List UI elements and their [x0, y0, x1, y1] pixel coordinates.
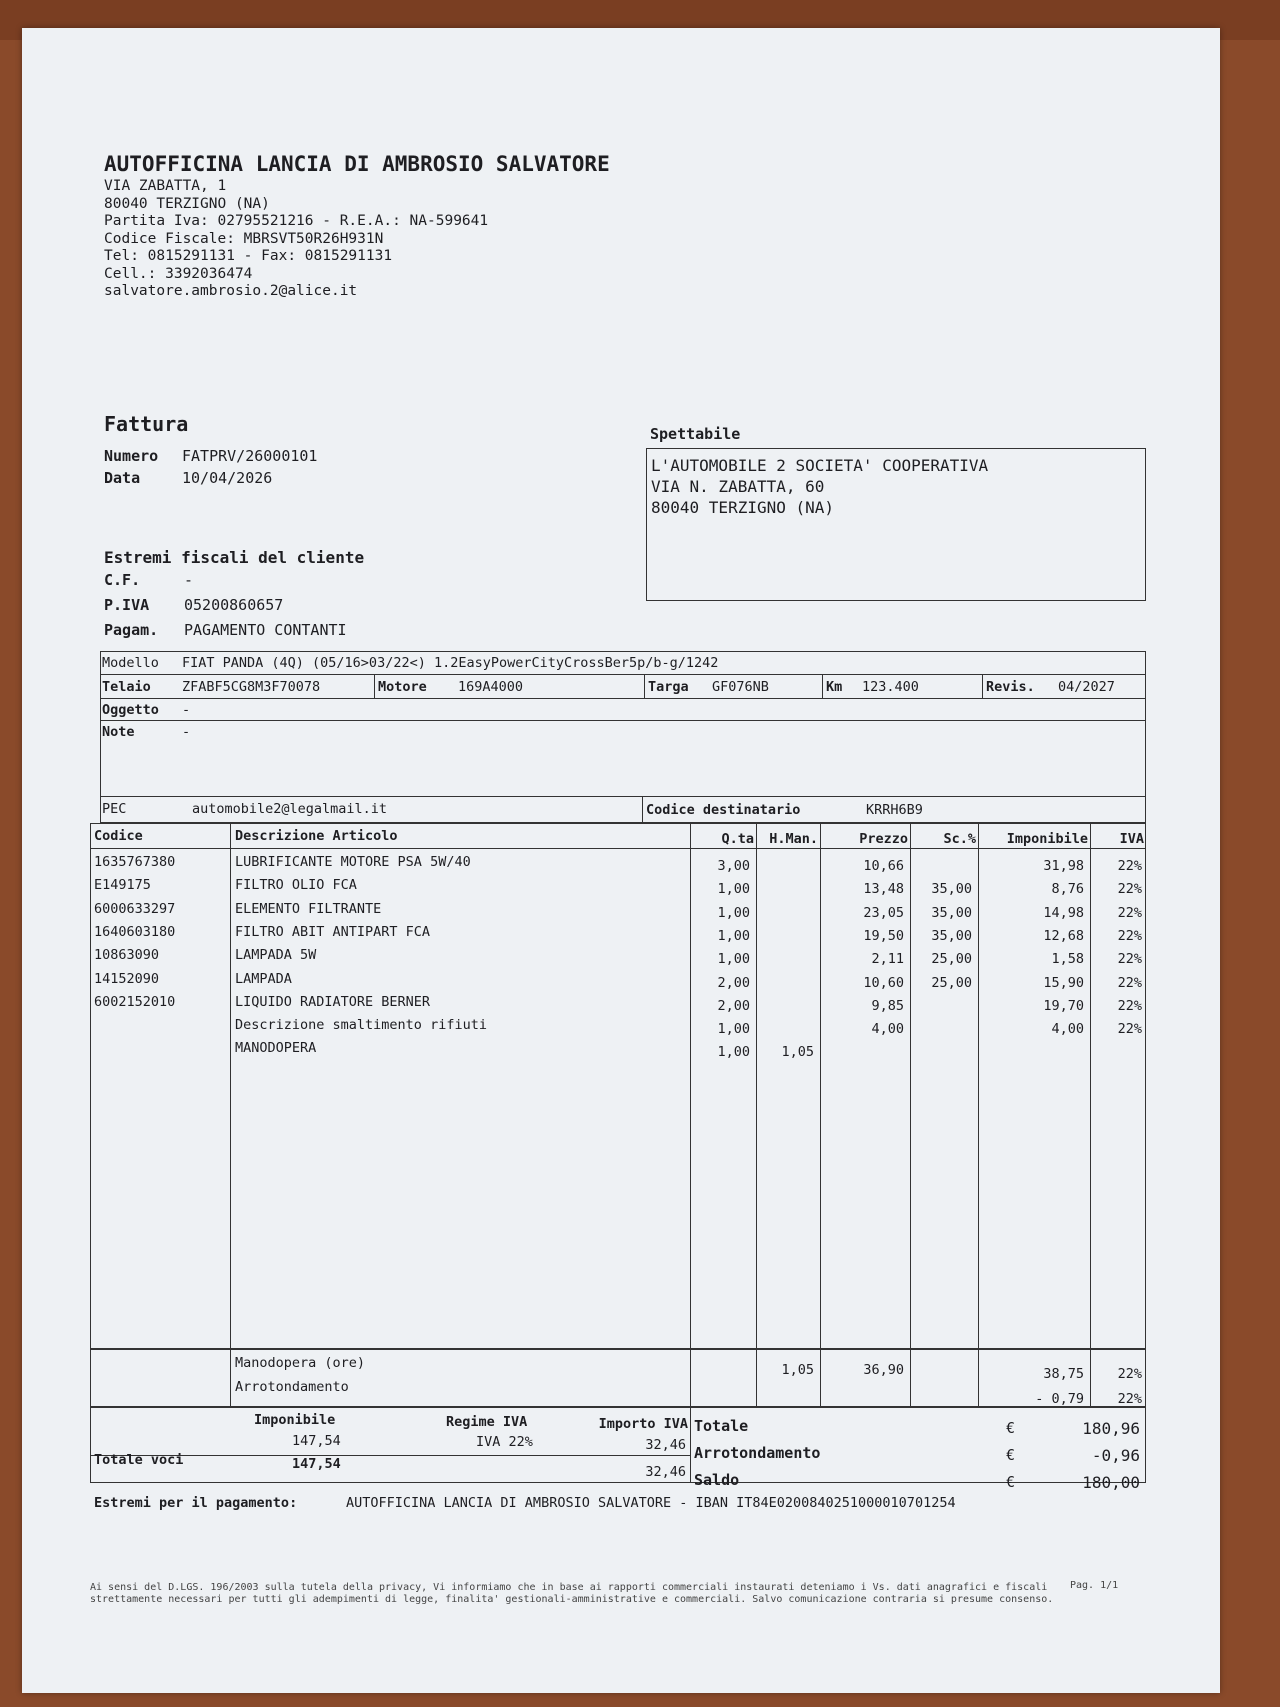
cell-codice: 14152090 — [94, 970, 160, 987]
cell-iva: 22% — [1117, 1021, 1142, 1038]
cell-qta: 1,00 — [717, 1044, 750, 1061]
cell-descrizione: LUBRIFICANTE MOTORE PSA 5W/40 — [235, 854, 471, 870]
col-header-discount: Sc.% — [943, 831, 976, 847]
engine-label: Motore — [378, 679, 427, 695]
rounding-label: Arrotondamento — [235, 1379, 349, 1395]
total-vat: 32,46 — [645, 1464, 686, 1480]
invoice-date-label: Data — [104, 469, 141, 487]
invoice-number-label: Numero — [104, 447, 159, 465]
payment-details-label: Estremi per il pagamento: — [94, 1495, 298, 1511]
cell-descrizione: LIQUIDO RADIATORE BERNER — [235, 993, 431, 1010]
subject-label: Oggetto — [102, 702, 159, 718]
cell-prezzo: 10,66 — [863, 858, 904, 874]
plate-label: Targa — [648, 679, 689, 695]
company-name: AUTOFFICINA LANCIA DI AMBROSIO SALVATORE — [104, 152, 610, 176]
cf-label: C.F. — [104, 571, 141, 589]
chassis-label: Telaio — [102, 679, 151, 695]
cell-prezzo: 4,00 — [871, 1021, 904, 1038]
cell-prezzo: 19,50 — [863, 927, 904, 944]
fiscal-details — [104, 568, 347, 643]
vehicle-block — [100, 651, 1146, 823]
model-label: Modello — [102, 655, 159, 671]
cell-sc: 25,00 — [931, 951, 972, 968]
engine-value: 169A4000 — [458, 679, 524, 695]
vat-amount-label: Importo IVA — [598, 1416, 688, 1432]
cell-iva: 22% — [1117, 997, 1142, 1014]
cell-imponibile: 31,98 — [1043, 858, 1084, 874]
cell-prezzo: 9,85 — [871, 997, 904, 1014]
cell-descrizione: FILTRO OLIO FCA — [235, 877, 357, 894]
grand-total-label: Totale — [694, 1417, 749, 1435]
cell-qta: 1,00 — [717, 881, 750, 898]
cell-descrizione: ELEMENTO FILTRANTE — [235, 900, 382, 917]
cell-codice: 1640603180 — [94, 923, 176, 940]
piva-label: P.IVA — [104, 596, 150, 614]
balance-value: 180,00 — [1082, 1473, 1140, 1492]
col-header-price: Prezzo — [859, 831, 908, 847]
currency-symbol: € — [1006, 1446, 1016, 1464]
invoice-number: FATPRV/26000101 — [182, 447, 318, 465]
cell-iva: 22% — [1117, 951, 1142, 968]
cell-hman: 1,05 — [781, 1044, 814, 1061]
revision-value: 04/2027 — [1058, 679, 1115, 695]
col-header-description: Descrizione Articolo — [235, 828, 398, 844]
cell-iva: 22% — [1117, 927, 1142, 944]
currency-symbol: € — [1006, 1473, 1016, 1491]
recipient-name: L'AUTOMOBILE 2 SOCIETA' COOPERATIVA — [651, 456, 989, 475]
cell-iva: 22% — [1117, 858, 1142, 874]
recipient-city: 80040 TERZIGNO (NA) — [651, 498, 835, 517]
cell-qta: 1,00 — [717, 927, 750, 944]
pec-label: PEC — [102, 801, 127, 817]
cell-descrizione: LAMPADA — [235, 970, 292, 987]
total-items-label: Totale voci — [94, 1452, 184, 1468]
cell-iva: 22% — [1117, 904, 1142, 921]
cell-prezzo: 2,11 — [871, 951, 904, 968]
rounding-vat: 22% — [1117, 1391, 1142, 1407]
company-details — [104, 178, 488, 301]
total-taxable: 147,54 — [292, 1456, 341, 1472]
fiscal-heading: Estremi fiscali del cliente — [104, 548, 365, 567]
vat-regime-label: Regime IVA — [446, 1414, 528, 1430]
labor-hours: 1,05 — [781, 1362, 814, 1378]
cell-sc: 35,00 — [931, 881, 972, 898]
cell-codice: E149175 — [94, 877, 151, 894]
cell-imponibile: 19,70 — [1043, 997, 1084, 1014]
cell-qta: 1,00 — [717, 904, 750, 921]
km-value: 123.400 — [862, 679, 919, 695]
vat-amount-value: 32,46 — [645, 1437, 686, 1453]
rounding-taxable: - 0,79 — [1035, 1391, 1084, 1407]
company-phone: Tel: 0815291131 - Fax: 0815291131 — [104, 248, 393, 264]
chassis-value: ZFABF5CG8M3F70078 — [182, 679, 321, 695]
notes-value: - — [182, 724, 191, 740]
privacy-notice: Ai sensi del D.LGS. 196/2003 sulla tutela della privacy, Vi informiamo che in base ai rapporti commerciali instaurati deteniamo i Vs. dati anagrafici e fiscali strettamente necessari per tutti gli adempimenti di legge, finalita' gestionali-amministrative e commerciali. Salvo comunicazione contraria si presume consenso. — [90, 1582, 1054, 1605]
cell-prezzo: 13,48 — [863, 881, 904, 898]
recipient-code-label: Codice destinatario — [646, 802, 801, 818]
cell-codice: 1635767380 — [94, 854, 176, 870]
payment-method: PAGAMENTO CONTANTI — [184, 621, 347, 639]
grand-total-value: 180,96 — [1082, 1419, 1140, 1438]
cell-imponibile: 15,90 — [1043, 974, 1084, 991]
cf-value: - — [184, 571, 194, 589]
cell-codice: 6000633297 — [94, 900, 176, 917]
cell-iva: 22% — [1117, 881, 1142, 898]
invoice-date: 10/04/2026 — [182, 469, 273, 487]
col-header-hours: H.Man. — [769, 831, 818, 847]
col-header-vat: IVA — [1119, 831, 1144, 847]
cell-sc: 25,00 — [931, 974, 972, 991]
labor-rate: 36,90 — [863, 1362, 904, 1378]
cell-prezzo: 23,05 — [863, 904, 904, 921]
recipient-box — [646, 448, 1146, 601]
labor-label: Manodopera (ore) — [235, 1355, 366, 1371]
cell-qta: 2,00 — [717, 974, 750, 991]
cell-descrizione: LAMPADA 5W — [235, 947, 317, 964]
cell-imponibile: 12,68 — [1043, 927, 1084, 944]
revision-label: Revis. — [986, 679, 1035, 695]
cell-qta: 2,00 — [717, 997, 750, 1014]
invoice-title: Fattura — [104, 412, 189, 436]
summary-taxable-value: 147,54 — [292, 1433, 341, 1449]
labor-vat: 22% — [1117, 1366, 1142, 1382]
cell-prezzo: 10,60 — [863, 974, 904, 991]
cell-descrizione: MANODOPERA — [235, 1040, 317, 1057]
cell-qta: 1,00 — [717, 951, 750, 968]
cell-imponibile: 1,58 — [1051, 951, 1084, 968]
vat-regime-value: IVA 22% — [476, 1434, 533, 1450]
payment-method-label: Pagam. — [104, 621, 159, 639]
recipient-code-value: KRRH6B9 — [866, 802, 923, 818]
cell-qta: 3,00 — [717, 858, 750, 874]
col-header-code: Codice — [94, 828, 143, 844]
company-email: salvatore.ambrosio.2@alice.it — [104, 283, 358, 299]
page-number: Pag. 1/1 — [1070, 1580, 1119, 1591]
pec-value: automobile2@legalmail.it — [192, 801, 388, 817]
notes-label: Note — [102, 724, 135, 740]
currency-symbol: € — [1006, 1419, 1016, 1437]
company-city: 80040 TERZIGNO (NA) — [104, 195, 270, 212]
plate-value: GF076NB — [712, 679, 769, 695]
piva-value: 05200860657 — [184, 596, 284, 614]
payment-details-value: AUTOFFICINA LANCIA DI AMBROSIO SALVATORE - IBAN IT84E0200840251000010701254 — [346, 1495, 956, 1511]
labor-taxable: 38,75 — [1043, 1366, 1084, 1382]
invoice-meta — [104, 445, 317, 489]
cell-sc: 35,00 — [931, 927, 972, 944]
cell-iva: 22% — [1117, 974, 1142, 991]
summary-rounding-value: -0,96 — [1091, 1446, 1140, 1465]
recipient-address: VIA N. ZABATTA, 60 — [651, 477, 825, 496]
cell-descrizione: FILTRO ABIT ANTIPART FCA — [235, 923, 431, 940]
subject-value: - — [182, 702, 191, 718]
balance-label: Saldo — [694, 1471, 740, 1489]
company-fiscal-code: Codice Fiscale: MBRSVT50R26H931N — [104, 230, 384, 247]
summary-rounding-label: Arrotondamento — [694, 1444, 821, 1462]
company-vat: Partita Iva: 02795521216 - R.E.A.: NA-599641 — [104, 213, 489, 229]
cell-codice: 6002152010 — [94, 993, 176, 1010]
company-address: VIA ZABATTA, 1 — [104, 178, 227, 194]
cell-qta: 1,00 — [717, 1021, 750, 1038]
col-header-taxable: Imponibile — [1006, 831, 1088, 847]
col-header-qty: Q.ta — [721, 831, 754, 847]
cell-codice: 10863090 — [94, 947, 160, 964]
recipient-label: Spettabile — [650, 425, 741, 443]
cell-sc: 35,00 — [931, 904, 972, 921]
km-label: Km — [826, 679, 843, 695]
cell-imponibile: 14,98 — [1043, 904, 1084, 921]
invoice-paper — [22, 28, 1220, 1693]
cell-imponibile: 8,76 — [1051, 881, 1084, 898]
summary-taxable-label: Imponibile — [254, 1412, 336, 1428]
cell-imponibile: 4,00 — [1051, 1021, 1084, 1038]
company-mobile: Cell.: 3392036474 — [104, 265, 253, 282]
model-value: FIAT PANDA (4Q) (05/16>03/22<) 1.2EasyPowerCityCrossBer5p/b-g/1242 — [182, 655, 719, 671]
cell-descrizione: Descrizione smaltimento rifiuti — [235, 1017, 487, 1034]
